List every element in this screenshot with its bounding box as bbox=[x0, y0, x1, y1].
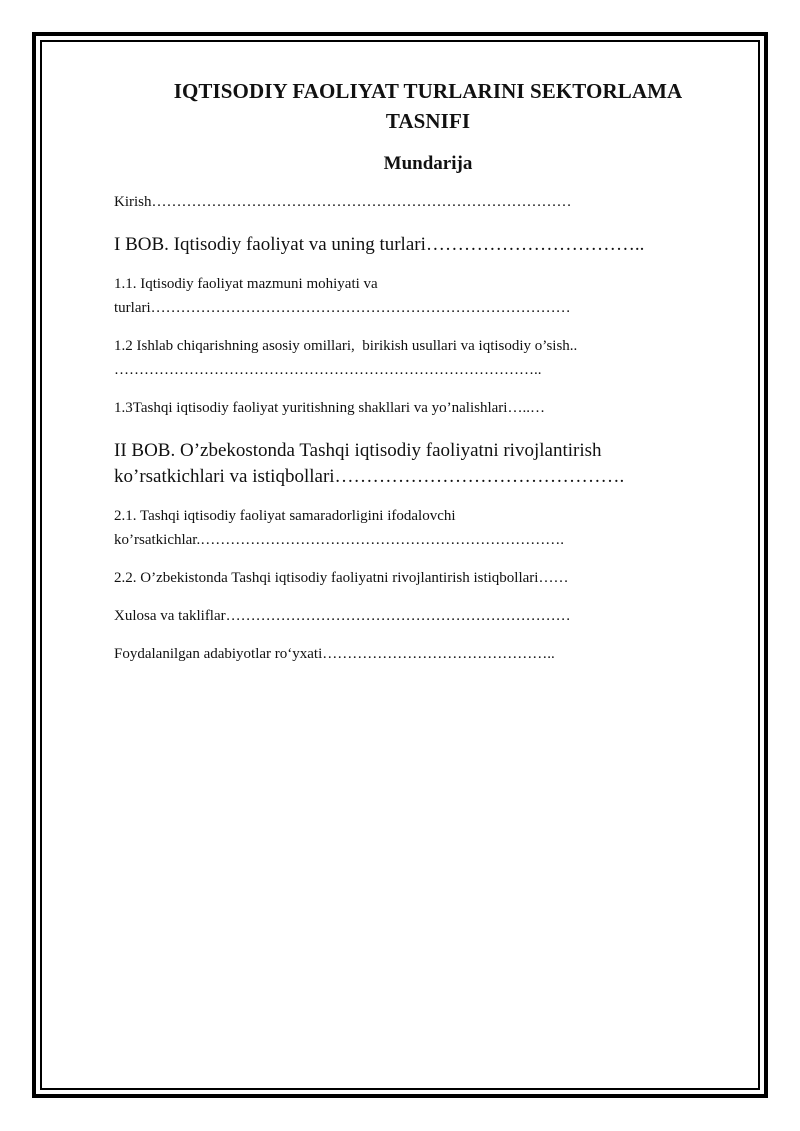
toc-entry-chapter-1: I BOB. Iqtisodiy faoliyat va uning turlari…………………………….. bbox=[114, 234, 645, 255]
document-title-line-2: TASNIFI bbox=[385, 109, 471, 133]
toc-entry-introduction: Kirish………………………………………………………………………… bbox=[114, 194, 572, 210]
toc-entry-section-1-2: 1.2 Ishlab chiqarishning asosiy omillari, birikish usullari va iqtisodiy o’sish.. ………………………………………………………………………….. bbox=[114, 338, 578, 378]
toc-entry-references: Foydalanilgan adabiyotlar ro‘yxati……………………………………….. bbox=[114, 646, 555, 662]
document-title-line-1: IQTISODIY FAOLIYAT TURLARINI SEKTORLAMA bbox=[173, 79, 683, 103]
toc-entry-section-1-3: 1.3Tashqi iqtisodiy faoliyat yuritishning shakllari va yo’nalishlari…..… bbox=[114, 400, 545, 416]
toc-entry-conclusion: Xulosa va takliflar…………………………………………………………… bbox=[114, 608, 571, 624]
toc-heading: Mundarija bbox=[383, 153, 473, 174]
table-of-contents bbox=[114, 190, 724, 666]
document-title bbox=[114, 76, 724, 136]
toc-entry-section-1-1: 1.1. Iqtisodiy faoliyat mazmuni mohiyati va turlari………………………………………………………………………… bbox=[114, 276, 571, 316]
document-content bbox=[114, 76, 724, 680]
toc-entry-section-2-1: 2.1. Tashqi iqtisodiy faoliyat samaradorligini ifodalovchi ko’rsatkichlar.………………………………………………………………. bbox=[114, 508, 564, 548]
toc-entry-section-2-2: 2.2. O’zbekistonda Tashqi iqtisodiy faoliyatni rivojlantirish istiqbollari…… bbox=[114, 570, 569, 586]
toc-entry-chapter-2: II BOB. O’zbekostonda Tashqi iqtisodiy faoliyatni rivojlantirish ko’rsatkichlari va istiqbollari………………………………………. bbox=[114, 440, 625, 487]
